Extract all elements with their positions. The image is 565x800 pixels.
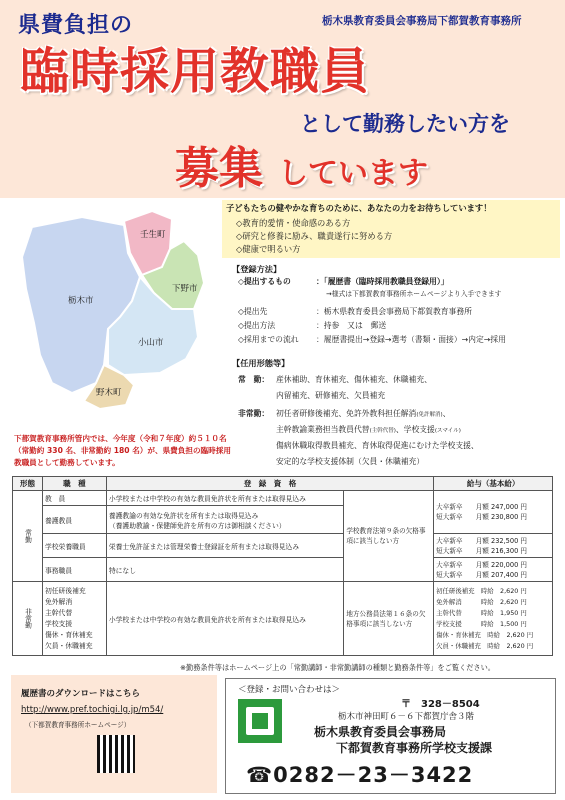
type-full: 常勤	[13, 491, 43, 582]
col-header-type: 形態	[13, 477, 43, 491]
map-label-oyama: 小山市	[138, 338, 164, 348]
part-line2-small: (主幹代替)	[369, 428, 396, 434]
header-top-line: 県費負担の	[18, 13, 134, 38]
recruit-word: 募集	[175, 143, 263, 194]
part-line1-end: 、	[442, 409, 451, 418]
flow-value: ：履歴書提出→登録→選考（書類・面接）→内定→採用	[316, 335, 506, 344]
part-line2-text: 主幹教諭業務担当教員代替	[276, 425, 370, 434]
submit-value: ：「履歴書（臨時採用教職員登録用）」	[316, 277, 449, 286]
col-header-job: 職 種	[42, 477, 106, 491]
recruit-rest: しています	[278, 156, 428, 191]
qr-code-icon[interactable]	[97, 735, 135, 773]
job-cell: 初任研後補充 免外解消 主幹代替 学校支援 傷休・育休補充 欠員・休職補充	[42, 582, 106, 656]
intro-item: ◇研究と修養に励み、職責遂行に努める方	[236, 231, 393, 241]
as-line: として勤務したい方を	[300, 112, 510, 136]
part-line1-text: 初任者研修後補充、免許外教科担任解消	[276, 409, 417, 418]
map-label-mibu: 壬生町	[140, 230, 166, 240]
org-name-2: 下都賀教育事務所学校支援課	[336, 741, 493, 755]
download-link[interactable]: http://www.pref.tochigi.lg.jp/m54/	[21, 705, 164, 715]
part-line1-small: (免許解消)	[416, 412, 443, 418]
job-cell: 事務職員	[42, 558, 106, 582]
intro-item: ◇教育的愛情・使命感のある方	[236, 218, 351, 228]
postal-code: 〒 328－8504	[401, 699, 480, 710]
qual-cell: 栄養士免許証または管理栄養士登録証を所有または取得見込み	[106, 534, 344, 558]
pay-office: 大卒新卒 月額 220,000 円 短大新卒 月額 207,400 円	[434, 558, 553, 582]
part-time-line	[276, 424, 461, 435]
job-cell: 教 員	[42, 491, 106, 506]
dest-value: ：栃木県教育委員会事務局下都賀教育事務所	[316, 307, 472, 316]
phone-number[interactable]: ☎0282－23－3422	[246, 763, 474, 787]
intro-lead: 子どもたちの健やかな育ちのために、あなたの力をお待ちしています！	[226, 203, 492, 213]
map-label-tochigi: 栃木市	[68, 296, 94, 306]
type-part: 非常勤	[13, 582, 43, 656]
employment-heading: 【任用形態等】	[232, 358, 290, 368]
notice-text: 下都賀教育事務所管内では、今年度（令和７年度）約５１０名（常勤約 330 名、非常勤約 180 名）が、県費負担の臨時採用教職員として勤務しています。	[14, 434, 231, 467]
method-value: ：持参 又は 郵送	[316, 321, 387, 330]
col-header-pay: 給与（基本給）	[434, 477, 553, 491]
download-label: 履歴書のダウンロードはこちら	[21, 689, 141, 699]
disqualification-full: 学校教育法第９条の欠格事項に該当しない方	[344, 491, 434, 582]
download-link-note: （下都賀教育事務所ホームページ）	[25, 721, 131, 729]
map-label-shimotsuke: 下野市	[172, 284, 198, 294]
qual-cell: 特になし	[106, 558, 344, 582]
part-time-label: 非常勤：	[238, 409, 270, 418]
intro-box	[222, 200, 560, 258]
map-label-nogi: 野木町	[96, 388, 122, 398]
job-cell: 学校栄養職員	[42, 534, 106, 558]
part-line2-small2: (スマイル)	[434, 428, 461, 434]
contact-box	[225, 678, 556, 794]
registration-heading: 【登録方法】	[232, 264, 282, 274]
intro-item: ◇健康で明るい方	[236, 244, 301, 254]
part-time-line: 安定的な学校支援体制（欠員・休職補充）	[276, 457, 425, 466]
pay-part: 初任研後補充 時給 2,620 円 免外解消 時給 2,620 円 主幹代替 時給 1,950 円 学校支援 時給 1,500 円 傷休・育休補充 時給 2,620 円 欠員・休職補充 時給 2,620 円	[434, 582, 553, 656]
dest-label: ◇提出先	[238, 307, 268, 316]
flow-label: ◇採用までの流れ	[238, 335, 299, 344]
header-org: 栃木県教育委員会事務局下都賀教育事務所	[322, 15, 522, 27]
conditions-table	[12, 476, 553, 656]
method-label: ◇提出方法	[238, 321, 276, 330]
submit-label: ◇提出するもの	[238, 277, 291, 286]
job-cell: 養護教員	[42, 506, 106, 534]
qual-cell: 養護教諭の有効な免許状を所有または取得見込み （養護助教諭・保健師免許を所有の方は御相談ください）	[106, 506, 344, 534]
qual-cell: 小学校または中学校の有効な教員免許状を所有または取得見込み	[106, 491, 344, 506]
address: 栃木市神田町６－６下都賀庁舎３階	[338, 712, 475, 722]
qual-cell: 小学校または中学校の有効な教員免許状を所有または取得見込み	[106, 582, 344, 656]
part-time-line	[276, 408, 450, 419]
logo-icon	[238, 699, 282, 743]
part-time-line: 傷病休職取得教員補充、育休取得促進にむけた学校支援、	[276, 441, 479, 450]
contact-heading: ＜登録・お問い合わせは＞	[238, 685, 341, 695]
org-name-1: 栃木県教育委員会事務局	[314, 725, 447, 739]
full-time-line: 内留補充、研修補充、欠員補充	[276, 391, 386, 400]
col-header-qual: 登 録 資 格	[106, 477, 433, 491]
pay-teacher: 大卒新卒 月額 247,000 円 短大新卒 月額 230,800 円	[434, 491, 553, 534]
full-time-label: 常 勤：	[238, 375, 270, 384]
download-box	[11, 675, 217, 793]
submit-note: →様式は下都賀教育事務所ホームページより入手できます	[326, 290, 502, 298]
district-map	[12, 205, 222, 427]
pay-nutrition: 大卒新卒 月額 232,500 円 短大新卒 月額 216,300 円	[434, 534, 553, 558]
part-line2-mid: 、学校支援	[395, 425, 435, 434]
disqualification-part: 地方公務員法第１６条の欠格事項に該当しない方	[344, 582, 434, 656]
main-title: 臨時採用教職員	[20, 43, 371, 100]
full-time-line: 産休補助、育休補充、傷休補充、休職補充、	[276, 375, 432, 384]
table-note: ※勤務条件等はホームページ上の「常勤講師・非常勤講師の種類と勤務条件等」をご覧ください。	[180, 663, 495, 672]
